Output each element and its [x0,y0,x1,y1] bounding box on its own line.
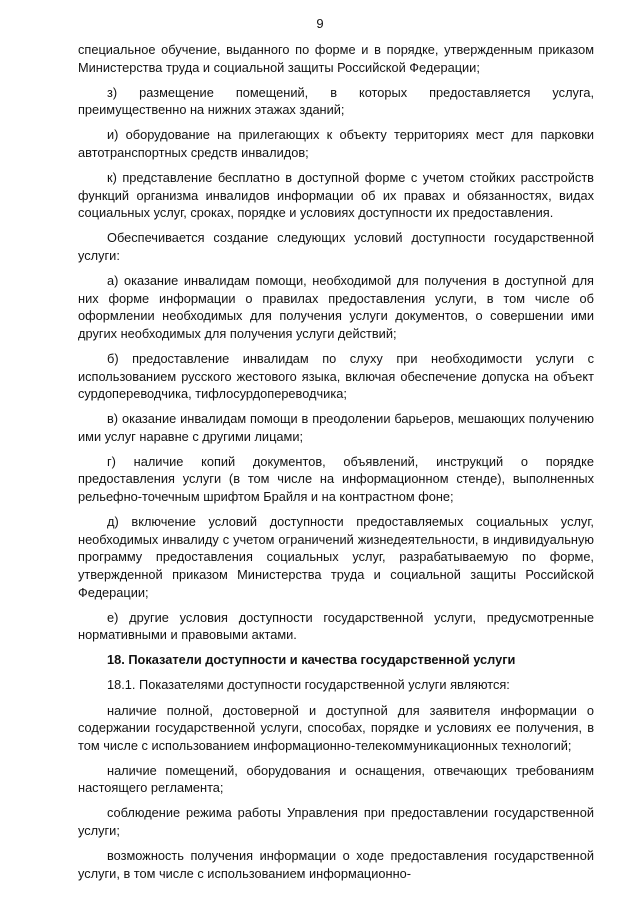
paragraph-item-g: г) наличие копий документов, объявлений, инструкций о порядке предоставления услуги (в том числе на информационном стенде), выполненных рельефно-точечным шрифтом Брайля и на контрастном фоне; [78,453,594,505]
section-heading: 18. Показатели доступности и качества государственной услуги [107,652,516,668]
page-number: 9 [316,16,324,31]
paragraph-item-b: б) предоставление инвалидам по слуху при необходимости услуги с использованием русского жестового языка, включая обеспечение допуска на объект сурдопереводчика, тифлосурдопереводчика; [78,350,594,402]
paragraph-item-d: д) включение условий доступности предоставляемых социальных услуг, необходимых инвалиду с учетом ограничений жизнедеятельности, в индивидуальную программу предоставления социальных услуг, разрабатываемую по форме, утвержденной приказом Министерства труда и социальной защиты Российской Федерации; [78,514,594,600]
paragraph-indicator-schedule: соблюдение режима работы Управления при предоставлении государственной услуги; [78,805,594,839]
paragraph-item-e: е) другие условия доступности государственной услуги, предусмотренные нормативными и правовыми актами. [78,609,594,643]
paragraph-indicator-progress: возможность получения информации о ходе предоставления государственной услуги, в том числе с использованием информационно- [78,848,594,881]
paragraph-indicator-info: наличие полной, достоверной и доступной для заявителя информации о содержании государственной услуги, способах, порядке и условиях ее получения, в том числе с использованием информационно-телекоммуникационных технологий; [78,702,594,753]
paragraph-continuation: специальное обучение, выданного по форме и в порядке, утвержденным приказом Министерства труда и социальной защиты Российской Федерации; [78,42,594,75]
paragraph-18-1: 18.1. Показателями доступности государственной услуги являются: [107,677,510,693]
paragraph-item-a: а) оказание инвалидам помощи, необходимой для получения в доступной для них форме информации о правилах предоставления услуги, в том числе об оформлении необходимых для получения услуги документов, о совершении ими других необходимых для получения услуги действий; [78,273,594,341]
paragraph-indicator-premises: наличие помещений, оборудования и оснащения, отвечающих требованиям настоящего регламента; [78,762,594,796]
paragraph-item-i: и) оборудование на прилегающих к объекту территориях мест для парковки автотранспортных средств инвалидов; [78,127,594,160]
paragraph-item-k: к) представление бесплатно в доступной форме с учетом стойких расстройств функций организма инвалидов информации об их правах и обязанностях, видах социальных услуг, сроках, порядке и условиях доступности их предоставления. [78,170,594,221]
document-body [78,41,594,890]
paragraph-conditions-intro: Обеспечивается создание следующих условий доступности государственной услуги: [78,230,594,263]
paragraph-item-z: з) размещение помещений, в которых предоставляется услуга, преимущественно на нижних этажах зданий; [78,84,594,118]
paragraph-item-v: в) оказание инвалидам помощи в преодолении барьеров, мешающих получению ими услуг наравне с другими лицами; [78,411,594,444]
